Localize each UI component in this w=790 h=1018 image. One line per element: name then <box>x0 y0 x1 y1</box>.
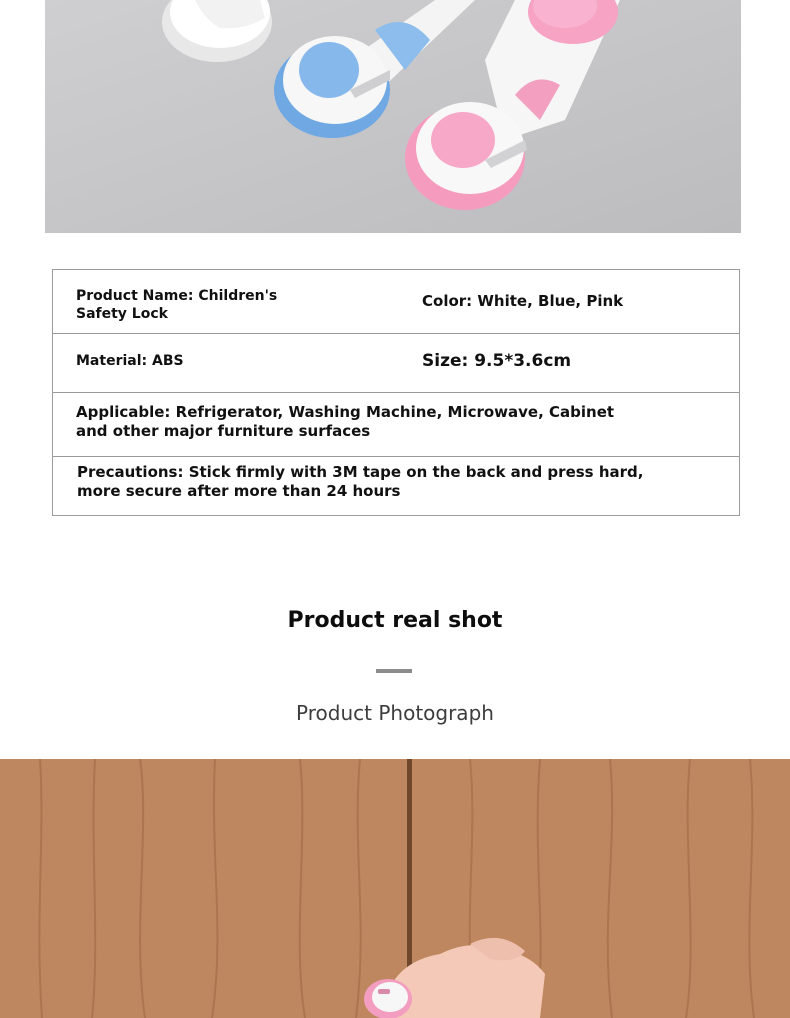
spec-product-name: Product Name: Children's Safety Lock <box>76 288 278 322</box>
spec-size: Size: 9.5*3.6cm <box>422 351 572 371</box>
section-divider <box>376 669 412 673</box>
spec-precautions: Precautions: Stick firmly with 3M tape on the back and press hard, more secure after more than 24 hours <box>77 463 644 500</box>
product-photo-bottom <box>0 759 790 1018</box>
spec-row-material-size <box>53 334 739 393</box>
spec-applicable: Applicable: Refrigerator, Washing Machine, Microwave, Cabinet and other major furniture surfaces <box>76 403 615 440</box>
spec-color: Color: White, Blue, Pink <box>422 292 624 310</box>
spec-table <box>52 269 740 516</box>
section-title: Product real shot <box>287 608 503 633</box>
pink-lock-in-use <box>364 979 412 1018</box>
spec-row-applicable <box>53 393 739 457</box>
section-subtitle: Product Photograph <box>296 701 494 725</box>
wood-door-photo <box>0 759 790 1018</box>
safety-locks-illustration <box>45 0 741 233</box>
spec-row-name-color <box>53 270 739 334</box>
product-photo-top <box>45 0 741 233</box>
spec-material: Material: ABS <box>76 353 184 369</box>
spec-row-precautions <box>53 457 739 515</box>
